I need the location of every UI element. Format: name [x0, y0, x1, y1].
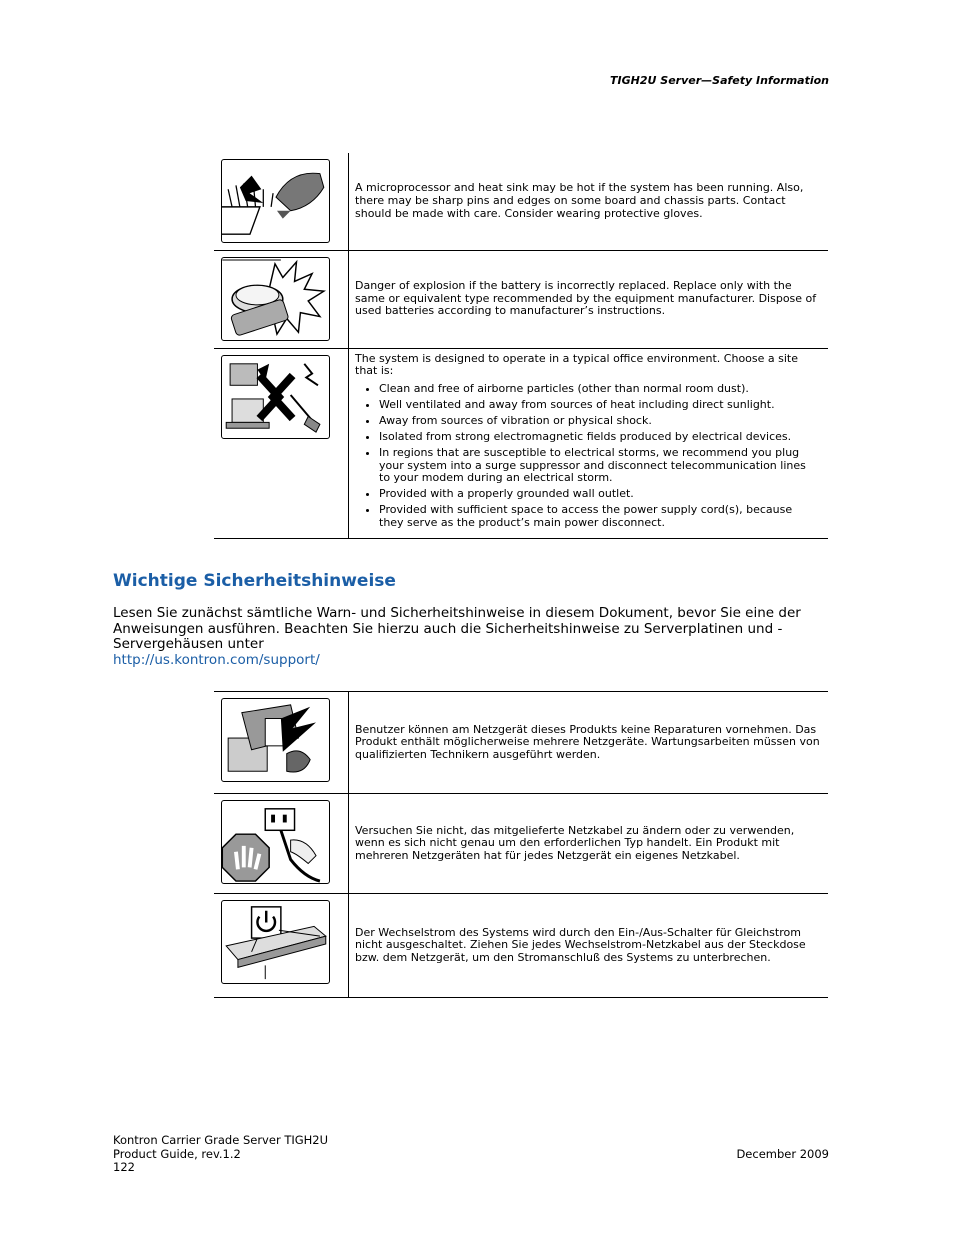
intro-text: Lesen Sie zunächst sämtliche Warn- und Sicherheitshinweise in diesem Dokument, bevor Sie eine der Anweisungen ausführen. Beachten Sie hierzu auch die Sicherheitshinweise zu Serverplatinen und -Servergehäusen unter: [113, 605, 801, 652]
warning-text: Danger of explosion if the battery is incorrectly replaced. Replace only with the same or equivalent type recommended by the equipment manufacturer. Dispose of used batteries according to manufacturer’s instructions.: [355, 279, 817, 318]
table-row: [214, 250, 828, 348]
warning-text: The system is designed to operate in a typical office environment. Choose a site that is:: [355, 351, 799, 378]
list-item: • Away from sources of vibration or physical shock.: [379, 415, 820, 428]
warning-text: Versuchen Sie nicht, das mitgelieferte Netzkabel zu ändern oder zu verwenden, wenn es sich nicht genau um den erforderlichen Typ handelt. Ein Produkt mit mehreren Netzgeräten hat für jedes Netzgerät ein eigenes Netzkabel.: [355, 823, 795, 862]
running-header: TIGH2U Server—Safety Information: [610, 74, 829, 87]
safety-table-english: [214, 153, 828, 539]
table-row: [214, 348, 828, 539]
warning-text: A microprocessor and heat sink may be hot if the system has been running. Also, there may be sharp pins and edges on some board and chassis parts. Contact should be made with care. Consider wearing protective gloves.: [355, 181, 804, 220]
warning-text: Der Wechselstrom des Systems wird durch den Ein-/Aus-Schalter für Gleichstrom nicht ausgeschaltet. Ziehen Sie jedes Wechselstrom-Netzkabel aus der Steckdose bzw. dem Netzgerät, um den Stromanschluß des Systems zu unterbrechen.: [355, 925, 806, 964]
site-requirements-list: [355, 383, 820, 530]
footer-product-name: Kontron Carrier Grade Server TIGH2U: [113, 1133, 329, 1147]
table-row: [214, 794, 828, 894]
warning-text: Benutzer können am Netzgerät dieses Produkts keine Reparaturen vornehmen. Das Produkt enthält möglicherweise mehrere Netzgeräte. Wartungsarbeiten müssen von qualifizierten Technikern ausgeführt werden.: [355, 722, 820, 761]
support-link[interactable]: http://us.kontron.com/support/: [113, 651, 320, 668]
intro-paragraph: [113, 606, 833, 668]
hot-heatsink-icon: [221, 159, 330, 243]
list-item: • Provided with a properly grounded wall outlet.: [379, 488, 820, 501]
safety-table-german: [214, 691, 828, 998]
power-switch-icon: [221, 900, 330, 984]
list-item: • In regions that are susceptible to electrical storms, we recommend you plug your system into a surge suppressor and disconnect telecommunication lines to your modem during an electrical storm.: [379, 447, 820, 485]
list-item: • Well ventilated and away from sources of heat including direct sunlight.: [379, 399, 820, 412]
table-row: [214, 894, 828, 998]
page-number: 122: [113, 1160, 135, 1174]
list-item: • Clean and free of airborne particles (other than normal room dust).: [379, 383, 820, 396]
section-heading: Wichtige Sicherheitshinweise: [113, 571, 396, 591]
footer-guide-revision: Product Guide, rev.1.2: [113, 1146, 241, 1161]
battery-explosion-icon: [221, 257, 330, 341]
list-item: • Provided with sufficient space to access the power supply cord(s), because they serve as the product’s main power disconnect.: [379, 504, 820, 529]
table-row: [214, 153, 828, 250]
list-item: • Isolated from strong electromagnetic fields produced by electrical devices.: [379, 431, 820, 444]
footer-product-info: [113, 1134, 328, 1175]
table-row: [214, 692, 828, 794]
footer-date: December 2009: [736, 1147, 829, 1161]
power-cord-stop-icon: [221, 800, 330, 884]
site-environment-icon: [221, 355, 330, 439]
power-supply-shock-icon: [221, 698, 330, 782]
